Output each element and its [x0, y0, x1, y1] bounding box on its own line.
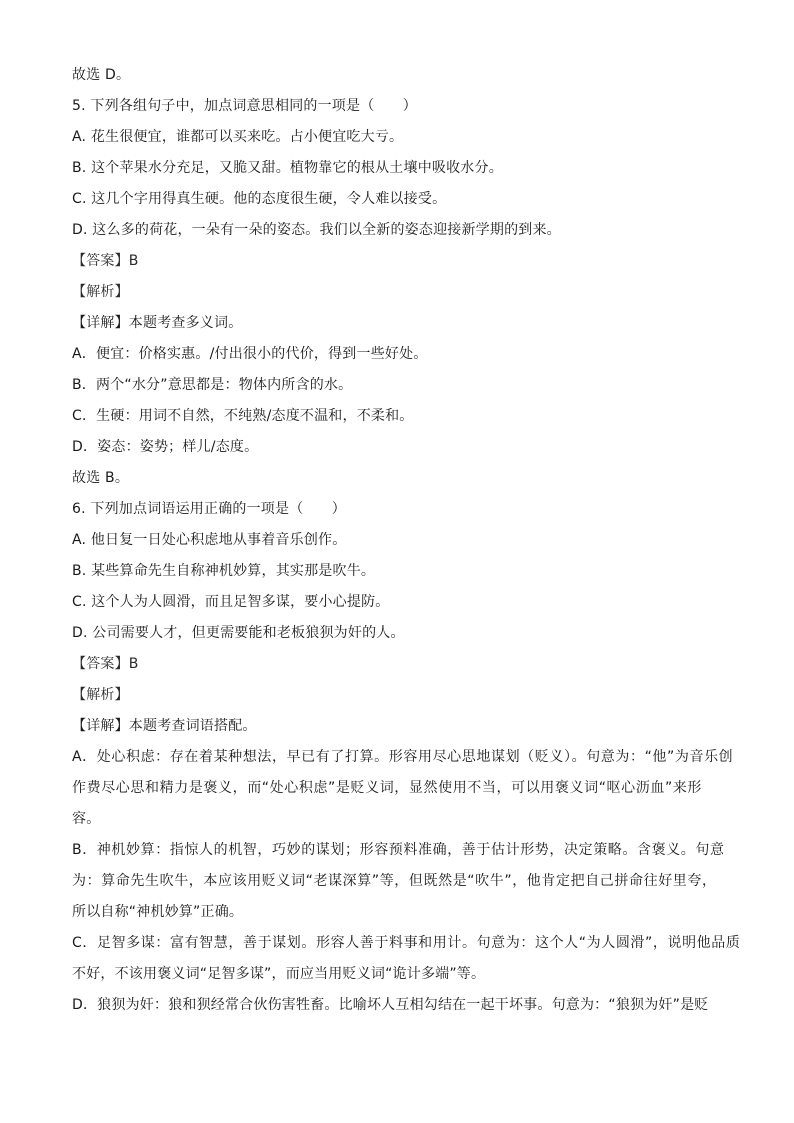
- paragraph-line: 作费尽心思和精力是褒义，而“处心积虑”是贬义词，显然使用不当，可以用褒义词“呕心沥血”来形: [72, 780, 703, 796]
- explanation-paragraph-b: [72, 835, 725, 928]
- question-6-stem: 6. 下列加点词语运用正确的一项是（ ）: [72, 501, 347, 517]
- answer-label: 【答案】B: [72, 253, 139, 269]
- paragraph-line: D．狼狈为奸：狼和狈经常合伙伤害牲畜。比喻坏人互相勾结在一起干坏事。句意为：“狼狈为奸”是贬: [72, 997, 709, 1013]
- explanation-d: D．姿态：姿势；样儿/态度。: [72, 439, 259, 455]
- option-b: B. 这个苹果水分充足，又脆又甜。植物靠它的根从土壤中吸收水分。: [72, 160, 503, 176]
- option-a: A. 他日复一日处心积虑地从事着音乐创作。: [72, 532, 347, 548]
- paragraph-line: C．足智多谋：富有智慧，善于谋划。形容人善于料事和用计。句意为：这个人“为人圆滑”，说明他品质: [72, 935, 741, 951]
- paragraph-line: 容。: [72, 811, 101, 827]
- explanation-paragraph-a: [72, 742, 734, 835]
- option-d: D. 这么多的荷花，一朵有一朵的姿态。我们以全新的姿态迎接新学期的到来。: [72, 222, 561, 238]
- detail-line: 【详解】本题考查词语搭配。: [72, 718, 257, 734]
- paragraph-line: 不好，不该用褒义词“足智多谋”，而应当用贬义词“诡计多端”等。: [72, 966, 486, 982]
- document-page: [72, 60, 741, 1021]
- explanation-b: B．两个“水分”意思都是：物体内所含的水。: [72, 377, 353, 393]
- analysis-label: 【解析】: [72, 687, 129, 703]
- paragraph-line: 为：算命先生吹牛，本应该用贬义词“老谋深算”等，但既然是“吹牛”，他肯定把自己拼命往好里夸，: [72, 873, 717, 889]
- paragraph-line: B．神机妙算：指惊人的机智，巧妙的谋划；形容预料准确，善于估计形势，决定策略。含褒义。句意: [72, 842, 725, 858]
- explanation-paragraph-c: [72, 928, 741, 990]
- paragraph-line: A．处心积虑：存在着某种想法，早已有了打算。形容用尽心思地谋划（贬义）。句意为：“他”为音乐创: [72, 749, 734, 765]
- analysis-label: 【解析】: [72, 284, 129, 300]
- explanation-a: A．便宜：价格实惠。/付出很小的代价，得到一些好处。: [72, 346, 428, 362]
- question-5-stem: 5. 下列各组句子中，加点词意思相同的一项是（ ）: [72, 98, 418, 114]
- option-c: C. 这个人为人圆滑，而且足智多谋，要小心提防。: [72, 594, 390, 610]
- text-line: 故选 D。: [72, 67, 131, 83]
- paragraph-line: 所以自称“神机妙算”正确。: [72, 904, 244, 920]
- option-d: D. 公司需要人才，但更需要能和老板狼狈为奸的人。: [72, 625, 405, 641]
- answer-label: 【答案】B: [72, 656, 139, 672]
- conclusion-line: 故选 B。: [72, 470, 130, 486]
- option-a: A. 花生很便宜，谁都可以买来吃。占小便宜吃大亏。: [72, 129, 404, 145]
- explanation-c: C．生硬：用词不自然，不纯熟/态度不温和，不柔和。: [72, 408, 414, 424]
- option-b: B. 某些算命先生自称神机妙算，其实那是吹牛。: [72, 563, 376, 579]
- option-c: C. 这几个字用得真生硬。他的态度很生硬，令人难以接受。: [72, 191, 447, 207]
- detail-line: 【详解】本题考查多义词。: [72, 315, 243, 331]
- explanation-paragraph-d: [72, 990, 722, 1021]
